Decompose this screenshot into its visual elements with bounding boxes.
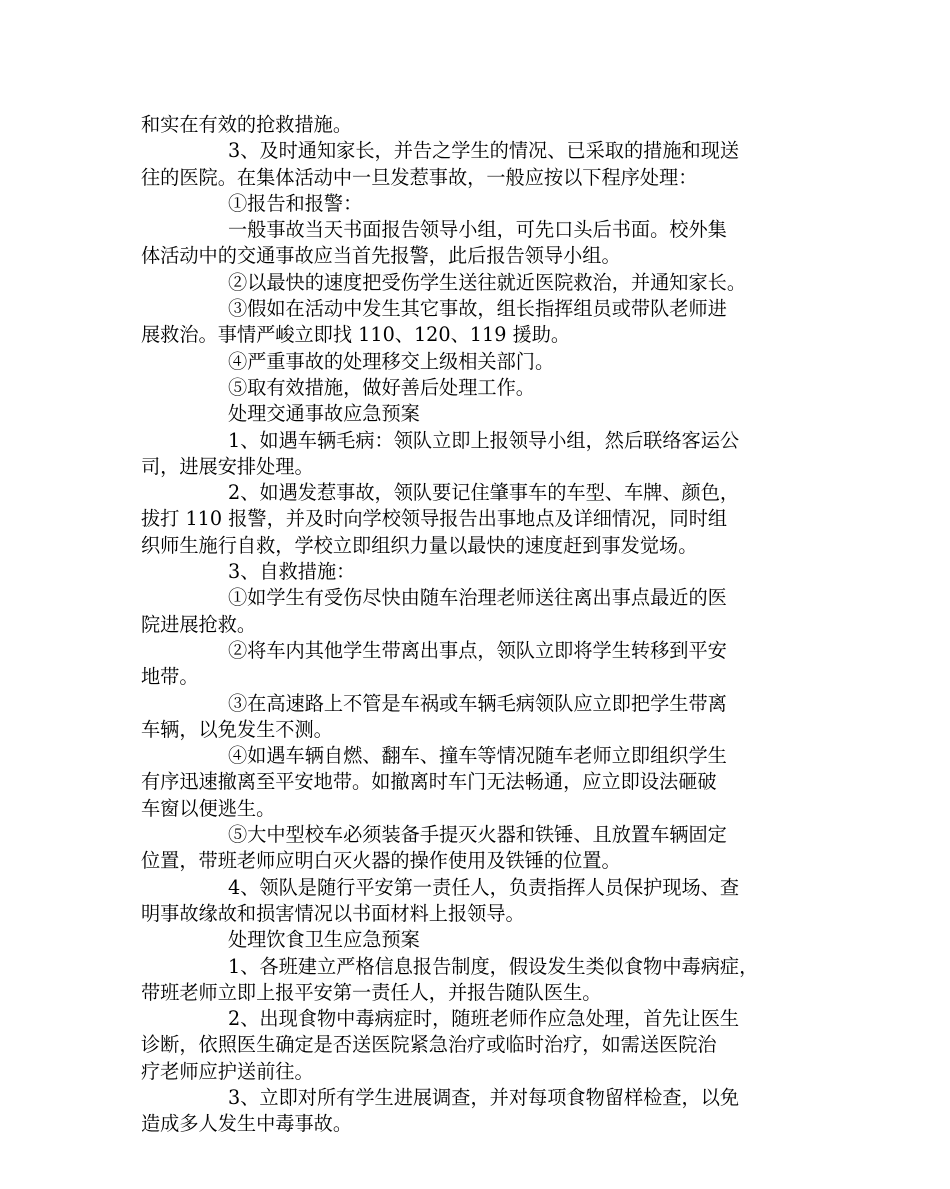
text-line: 诊断，依照医生确定是否送医院紧急治疗或临时治疗，如需送医院治 xyxy=(141,1033,717,1057)
text-line: 疗老师应护送前往。 xyxy=(141,1059,314,1083)
paragraph-start-line: ⑤大中型校车必须装备手提灭火器和铁锤、且放置车辆固定 xyxy=(228,823,727,847)
text-line: 车窗以便逃生。 xyxy=(141,796,276,820)
paragraph-start-line: ①报告和报警： xyxy=(228,191,363,215)
text-line: 织师生施行自救，学校立即组织力量以最快的速度赶到事发觉场。 xyxy=(141,533,698,557)
paragraph-start-line: 3、自救措施： xyxy=(228,560,356,584)
text-line: 体活动中的交通事故应当首先报警，此后报告领导小组。 xyxy=(141,244,621,268)
paragraph-start-line: ③假如在活动中发生其它事故，组长指挥组员或带队老师进 xyxy=(228,297,727,321)
text-line: 往的医院。在集体活动中一旦发惹事故，一般应按以下程序处理： xyxy=(141,165,698,189)
text-line: 车辆，以免发生不测。 xyxy=(141,717,333,741)
text-line: 明事故缘故和损害情况以书面材料上报领导。 xyxy=(141,901,525,925)
text-line: 展救治。事情严峻立即找 110、120、119 援助。 xyxy=(141,323,571,347)
text-line: 院进展抢救。 xyxy=(141,612,257,636)
paragraph-start-line: 2、出现食物中毒病症时，随班老师作应急处理，首先让医生 xyxy=(228,1007,740,1031)
paragraph-start-line: 处理交通事故应急预案 xyxy=(228,402,420,426)
paragraph-start-line: 1、如遇车辆毛病：领队立即上报领导小组，然后联络客运公 xyxy=(228,428,740,452)
text-line: 拔打 110 报警，并及时向学校领导报告出事地点及详细情况，同时组 xyxy=(141,507,728,531)
text-line: 带班老师立即上报平安第一责任人，并报告随队医生。 xyxy=(141,980,602,1004)
paragraph-start-line: 3、及时通知家长，并告之学生的情况、已采取的措施和现送 xyxy=(228,139,740,163)
text-line: 地带。 xyxy=(141,665,199,689)
text-line: 和实在有效的抢救措施。 xyxy=(141,113,353,136)
paragraph-start-line: 处理饮食卫生应急预案 xyxy=(228,928,420,952)
paragraph-start-line: ③在高速路上不管是车祸或车辆毛病领队应立即把学生带离 xyxy=(228,691,727,715)
text-line: 有序迅速撤离至平安地带。如撤离时车门无法畅通，应立即设法砸破 xyxy=(141,770,717,794)
paragraph-start-line: ②以最快的速度把受伤学生送往就近医院救治，并通知家长。 xyxy=(228,270,747,294)
paragraph-start-line: ④严重事故的处理移交上级相关部门。 xyxy=(228,349,555,373)
paragraph-start-line: 2、如遇发惹事故，领队要记住肇事车的车型、车牌、颜色， xyxy=(228,481,740,505)
paragraph-start-line: 1、各班建立严格信息报告制度，假设发生类似食物中毒病症， xyxy=(228,954,759,978)
paragraph-start-line: 4、领队是随行平安第一责任人，负责指挥人员保护现场、查 xyxy=(228,875,740,899)
paragraph-start-line: ⑤取有效措施，做好善后处理工作。 xyxy=(228,375,535,399)
text-line: 司，进展安排处理。 xyxy=(141,454,314,478)
paragraph-start-line: 一般事故当天书面报告领导小组，可先口头后书面。校外集 xyxy=(228,218,727,242)
paragraph-start-line: ④如遇车辆自燃、翻车、撞车等情况随车老师立即组织学生 xyxy=(228,744,727,768)
text-line: 位置，带班老师应明白灭火器的操作使用及铁锤的位置。 xyxy=(141,849,621,873)
text-line: 造成多人发生中毒事故。 xyxy=(141,1112,353,1136)
paragraph-start-line: 3、立即对所有学生进展调查，并对每项食物留样检查，以免 xyxy=(228,1085,740,1109)
paragraph-start-line: ①如学生有受伤尽快由随车治理老师送往离出事点最近的医 xyxy=(228,586,727,610)
document-body xyxy=(141,112,813,1138)
paragraph-start-line: ②将车内其他学生带离出事点，领队立即将学生转移到平安 xyxy=(228,638,727,662)
